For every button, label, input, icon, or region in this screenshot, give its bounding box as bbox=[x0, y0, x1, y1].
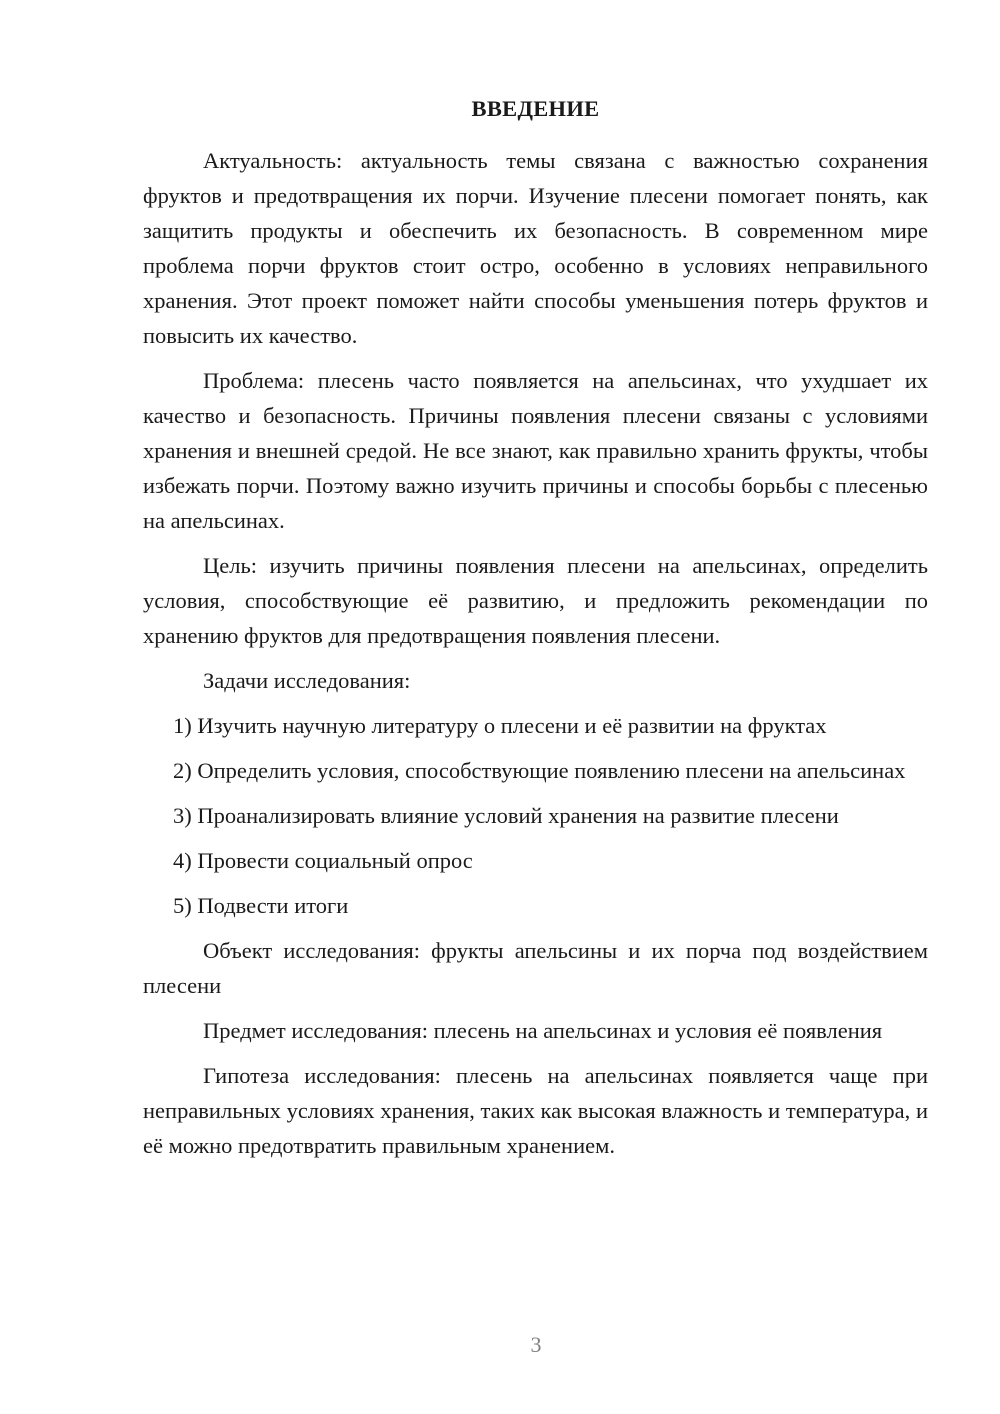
page-number: 3 bbox=[530, 1332, 542, 1357]
paragraph-hypothesis: Гипотеза исследования: плесень на апельсинах появляется чаще при неправильных условиях хранения, таких как высокая влажность и температура, и её можно предотвратить правильным хранением. bbox=[143, 1063, 928, 1158]
tasks-heading: Задачи исследования: bbox=[203, 668, 411, 693]
paragraph-object: Объект исследования: фрукты апельсины и их порча под воздействием плесени bbox=[143, 938, 928, 998]
task-item-4: 4) Провести социальный опрос bbox=[173, 848, 473, 873]
task-item-3: 3) Проанализировать влияние условий хранения на развитие плесени bbox=[173, 803, 839, 828]
paragraph-subject: Предмет исследования: плесень на апельсинах и условия её появления bbox=[203, 1018, 883, 1043]
task-item-5: 5) Подвести итоги bbox=[173, 893, 349, 918]
task-item-1: 1) Изучить научную литературу о плесени и её развитии на фруктах bbox=[173, 713, 827, 738]
paragraph-relevance: Актуальность: актуальность темы связана с важностью сохранения фруктов и предотвращения их порчи. Изучение плесени помогает понять, как защитить продукты и обеспечить их безопасность. В современном мире проблема порчи фруктов стоит остро, особенно в условиях неправильного хранения. Этот проект поможет найти способы уменьшения потерь фруктов и повысить их качество. bbox=[143, 148, 928, 348]
paragraph-problem: Проблема: плесень часто появляется на апельсинах, что ухудшает их качество и безопасность. Причины появления плесени связаны с условиями хранения и внешней средой. Не все знают, как правильно хранить фрукты, чтобы избежать порчи. Поэтому важно изучить причины и способы борьбы с плесенью на апельсинах. bbox=[143, 368, 928, 533]
task-item-2: 2) Определить условия, способствующие появлению плесени на апельсинах bbox=[173, 758, 906, 783]
paragraph-goal: Цель: изучить причины появления плесени на апельсинах, определить условия, способствующие её развитию, и предложить рекомендации по хранению фруктов для предотвращения появления плесени. bbox=[143, 553, 928, 648]
document-page bbox=[143, 94, 928, 1173]
document-title: ВВЕДЕНИЕ bbox=[471, 96, 600, 121]
